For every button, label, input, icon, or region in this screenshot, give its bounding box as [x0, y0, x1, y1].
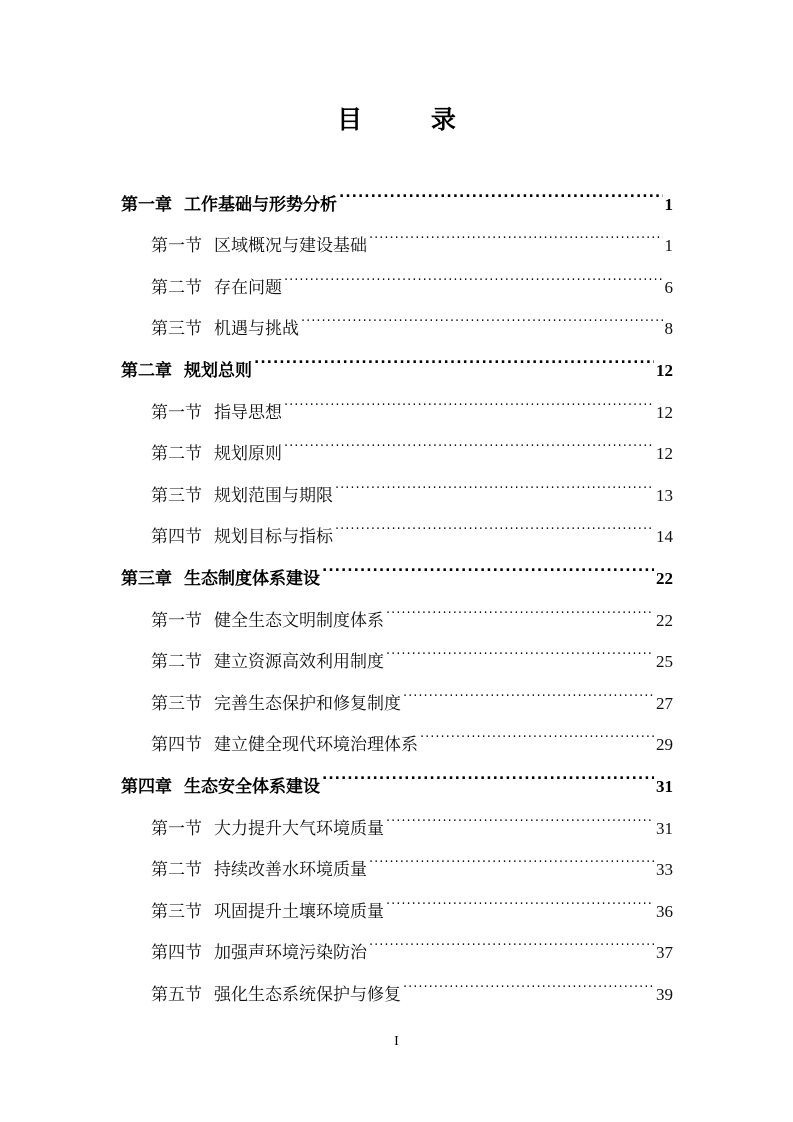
- dot-leader: [420, 709, 654, 751]
- section-title: 巩固提升土壤环境质量: [214, 901, 384, 922]
- dot-leader: [369, 210, 663, 252]
- section-number: 第三节: [151, 485, 202, 506]
- section-number: 第二节: [151, 444, 202, 465]
- section-title: 存在问题: [214, 277, 282, 298]
- section-number: 第一节: [151, 402, 202, 423]
- section-number: 第一节: [151, 818, 202, 839]
- section-number: 第三节: [151, 901, 202, 922]
- toc-entry-label: [151, 268, 282, 310]
- toc-page-number: 8: [664, 319, 673, 339]
- toc-entry-label: [151, 434, 282, 476]
- chapter-title: 生态制度体系建设: [184, 568, 320, 589]
- section-number: 第二节: [151, 652, 202, 673]
- chapter-number: 第四章: [121, 776, 172, 797]
- toc-page-number: 25: [656, 652, 673, 672]
- toc-page-number: 14: [656, 527, 673, 547]
- toc-page-number: 27: [656, 693, 673, 713]
- toc-chapter-entry[interactable]: [121, 168, 673, 215]
- section-title: 健全生态文明制度体系: [214, 610, 384, 631]
- dot-leader: [254, 334, 654, 376]
- toc-entry-label: [151, 809, 384, 851]
- chapter-title: 规划总则: [184, 360, 252, 381]
- section-number: 第四节: [151, 527, 202, 548]
- toc-page-number: 12: [656, 402, 673, 422]
- chapter-title: 生态安全体系建设: [184, 776, 320, 797]
- toc-entry-label: [121, 185, 337, 227]
- dot-leader: [322, 750, 654, 792]
- toc-page-number: 33: [656, 860, 673, 880]
- dot-leader: [335, 501, 654, 543]
- toc-page-number: 13: [656, 485, 673, 505]
- toc-page-number: 1: [664, 236, 673, 256]
- dot-leader: [301, 293, 663, 335]
- table-of-contents: [121, 168, 673, 1005]
- section-number: 第五节: [151, 984, 202, 1005]
- toc-entry-label: [151, 684, 401, 726]
- section-title: 建立健全现代环境治理体系: [214, 735, 418, 756]
- dot-leader: [386, 584, 654, 626]
- section-title: 完善生态保护和修复制度: [214, 693, 401, 714]
- toc-entry-label: [151, 476, 333, 518]
- dot-leader: [284, 376, 654, 418]
- page-number: I: [394, 1034, 399, 1049]
- toc-page-number: 1: [664, 194, 673, 214]
- toc-page-number: 6: [664, 277, 673, 297]
- toc-page-number: 36: [656, 901, 673, 921]
- toc-entry-label: [151, 933, 367, 975]
- toc-page-number: 31: [656, 776, 673, 796]
- dot-leader: [369, 917, 654, 959]
- chapter-number: 第二章: [121, 360, 172, 381]
- toc-entry-label: [151, 892, 384, 934]
- section-number: 第三节: [151, 693, 202, 714]
- toc-page-number: 12: [656, 360, 673, 380]
- toc-entry-label: [151, 975, 401, 1017]
- toc-title: 目 录: [337, 105, 486, 134]
- toc-page-number: 37: [656, 943, 673, 963]
- section-number: 第四节: [151, 735, 202, 756]
- toc-entry-label: [121, 767, 320, 809]
- dot-leader: [335, 459, 654, 501]
- toc-page-number: 29: [656, 735, 673, 755]
- toc-entry-label: [151, 393, 282, 435]
- toc-entry-label: [151, 601, 384, 643]
- chapter-number: 第三章: [121, 568, 172, 589]
- toc-page-number: 22: [656, 610, 673, 630]
- dot-leader: [369, 834, 654, 876]
- section-title: 强化生态系统保护与修复: [214, 984, 401, 1005]
- toc-entry-label: [151, 850, 367, 892]
- section-number: 第三节: [151, 319, 202, 340]
- dot-leader: [386, 792, 654, 834]
- section-title: 规划范围与期限: [214, 485, 333, 506]
- section-number: 第一节: [151, 236, 202, 257]
- section-title: 区域概况与建设基础: [214, 236, 367, 257]
- dot-leader: [339, 168, 663, 210]
- section-title: 机遇与挑战: [214, 319, 299, 340]
- section-number: 第二节: [151, 277, 202, 298]
- dot-leader: [386, 626, 654, 668]
- chapter-number: 第一章: [121, 194, 172, 215]
- dot-leader: [403, 958, 654, 1000]
- toc-page-number: 22: [656, 568, 673, 588]
- dot-leader: [403, 667, 654, 709]
- section-title: 规划目标与指标: [214, 527, 333, 548]
- toc-entry-label: [151, 517, 333, 559]
- dot-leader: [284, 418, 654, 460]
- section-title: 大力提升大气环境质量: [214, 818, 384, 839]
- dot-leader: [284, 251, 663, 293]
- toc-entry-label: [121, 559, 320, 601]
- toc-page-number: 31: [656, 818, 673, 838]
- section-number: 第一节: [151, 610, 202, 631]
- toc-page-number: 12: [656, 444, 673, 464]
- section-title: 加强声环境污染防治: [214, 943, 367, 964]
- section-title: 规划原则: [214, 444, 282, 465]
- dot-leader: [322, 542, 654, 584]
- section-title: 持续改善水环境质量: [214, 860, 367, 881]
- section-title: 建立资源高效利用制度: [214, 652, 384, 673]
- section-title: 指导思想: [214, 402, 282, 423]
- dot-leader: [386, 875, 654, 917]
- section-number: 第四节: [151, 943, 202, 964]
- toc-entry-label: [151, 642, 384, 684]
- toc-page-number: 39: [656, 984, 673, 1004]
- toc-entry-label: [121, 351, 252, 393]
- chapter-title: 工作基础与形势分析: [184, 194, 337, 215]
- section-number: 第二节: [151, 860, 202, 881]
